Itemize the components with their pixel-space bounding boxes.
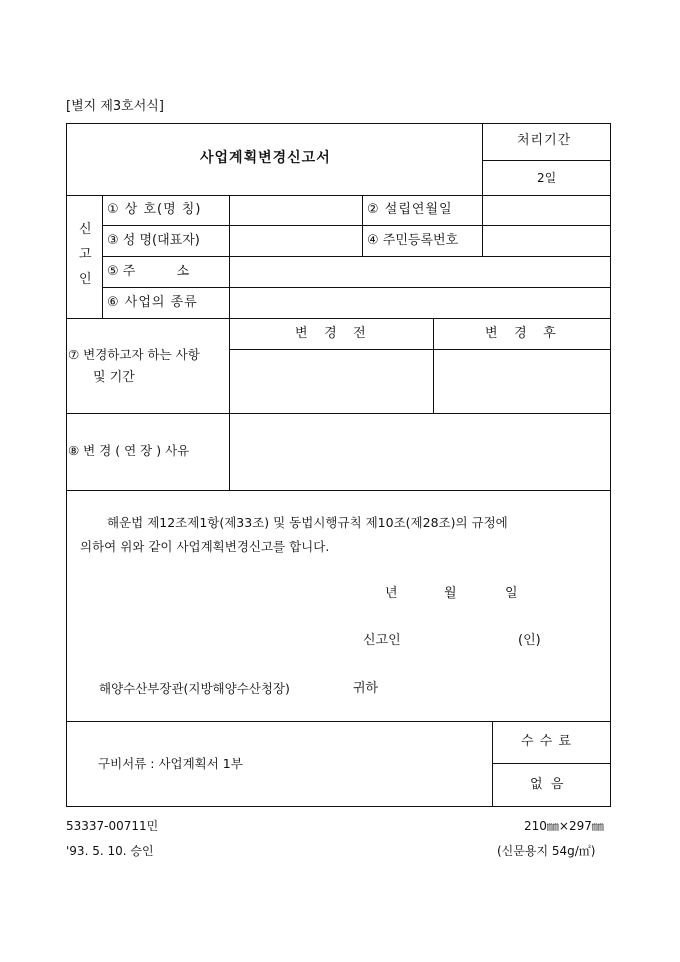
statement-line-1: 해운법 제12조제1항(제33조) 및 동법시행규칙 제10조(제28조)의 규정에 [107, 515, 508, 530]
paper-size: 210㎜×297㎜ [524, 819, 604, 833]
form-number: [별지 제3호서식] [66, 99, 164, 114]
processing-period-value: 2일 [537, 171, 557, 185]
change-items-label: ⑦ 변경하고자 하는 사항 [68, 347, 200, 362]
representative-name-field[interactable] [230, 226, 361, 256]
fee-label: 수 수 료 [521, 734, 572, 749]
established-date-field[interactable] [483, 196, 610, 225]
change-reason-field[interactable] [230, 414, 610, 490]
seal-mark: (인) [518, 633, 541, 648]
address-label: ⑤ 주 소 [107, 264, 190, 279]
recipient-label: 해양수산부장관(지방해양수산청장) [99, 681, 290, 696]
after-change-header: 변 경 후 [485, 326, 556, 341]
change-reason-label: ⑧ 변 경 ( 연 장 ) 사유 [68, 443, 190, 458]
reporter-group-label-3: 인 [79, 272, 92, 287]
reporter-group-label-1: 신 [79, 222, 92, 237]
change-items-label-2: 및 기간 [93, 370, 135, 385]
form-code: 53337-00711민 [66, 819, 159, 833]
reporter-signature-label: 신고인 [363, 633, 401, 648]
business-type-field[interactable] [230, 288, 610, 318]
trade-name-label: ① 상 호(명 칭) [107, 202, 202, 217]
business-type-label: ⑥ 사업의 종류 [107, 295, 198, 310]
recipient-honorific: 귀하 [353, 681, 379, 696]
date-month-label: 월 [444, 586, 457, 601]
processing-period-label: 처리기간 [517, 133, 572, 148]
before-change-field[interactable] [230, 350, 432, 413]
address-field[interactable] [230, 257, 610, 287]
resident-number-label: ④ 주민등록번호 [367, 233, 459, 248]
fee-value: 없 음 [530, 777, 564, 792]
before-change-header: 변 경 전 [295, 326, 366, 341]
approval-date: '93. 5. 10. 승인 [66, 844, 154, 858]
statement-line-2: 의하여 위와 같이 사업계획변경신고를 합니다. [80, 539, 330, 554]
date-day-label: 일 [505, 586, 518, 601]
paper-type: (신문용지 54g/㎡) [497, 844, 596, 858]
representative-name-label: ③ 성 명(대표자) [107, 233, 200, 248]
required-documents: 구비서류 : 사업계획서 1부 [98, 756, 243, 771]
established-date-label: ② 설립연월일 [367, 202, 453, 217]
trade-name-field[interactable] [230, 196, 361, 225]
form-title: 사업계획변경신고서 [200, 150, 331, 166]
date-year-label: 년 [385, 586, 398, 601]
resident-number-field[interactable] [483, 226, 610, 256]
reporter-group-label-2: 고 [79, 247, 92, 262]
after-change-field[interactable] [434, 350, 610, 413]
